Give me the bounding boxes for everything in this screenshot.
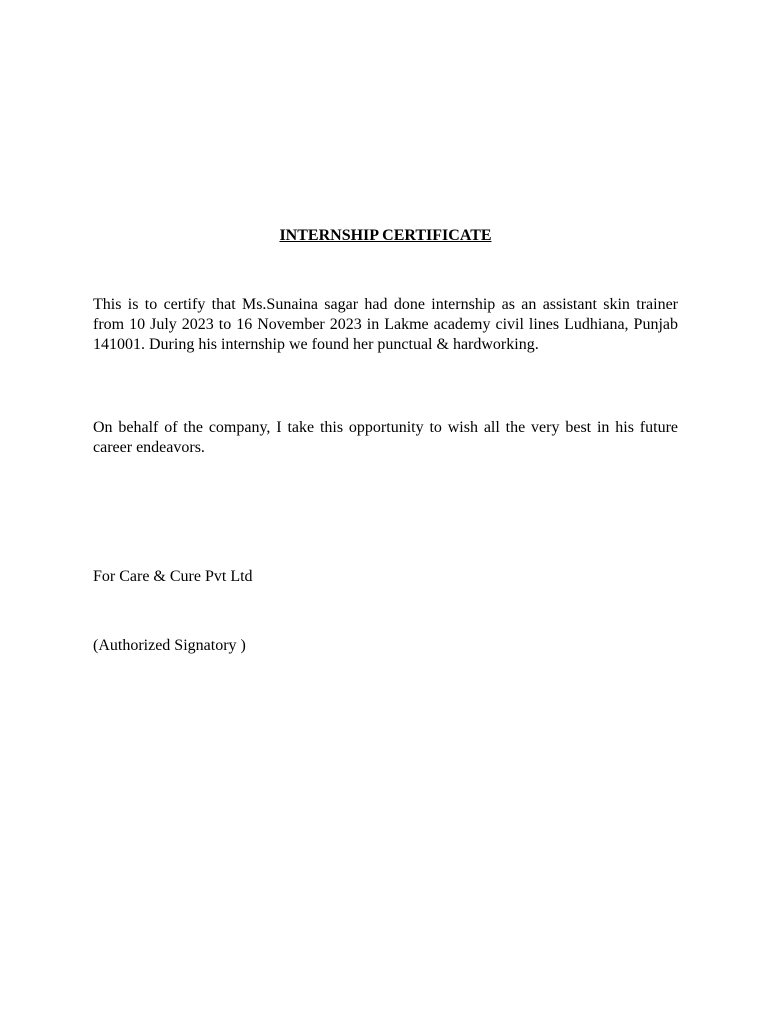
wishes-paragraph: On behalf of the company, I take this opportunity to wish all the very best in his future career endeavors.	[93, 419, 678, 456]
certificate-title: INTERNSHIP CERTIFICATE	[279, 227, 492, 244]
company-line: For Care & Cure Pvt Ltd	[93, 568, 253, 585]
certification-paragraph: This is to certify that Ms.Sunaina sagar had done internship as an assistant skin trainer from 10 July 2023 to 16 November 2023 in Lakme academy civil lines Ludhiana, Punjab 141001. During his internship we found her punctual & hardworking.	[93, 296, 678, 353]
authorized-signatory: (Authorized Signatory )	[93, 637, 246, 654]
